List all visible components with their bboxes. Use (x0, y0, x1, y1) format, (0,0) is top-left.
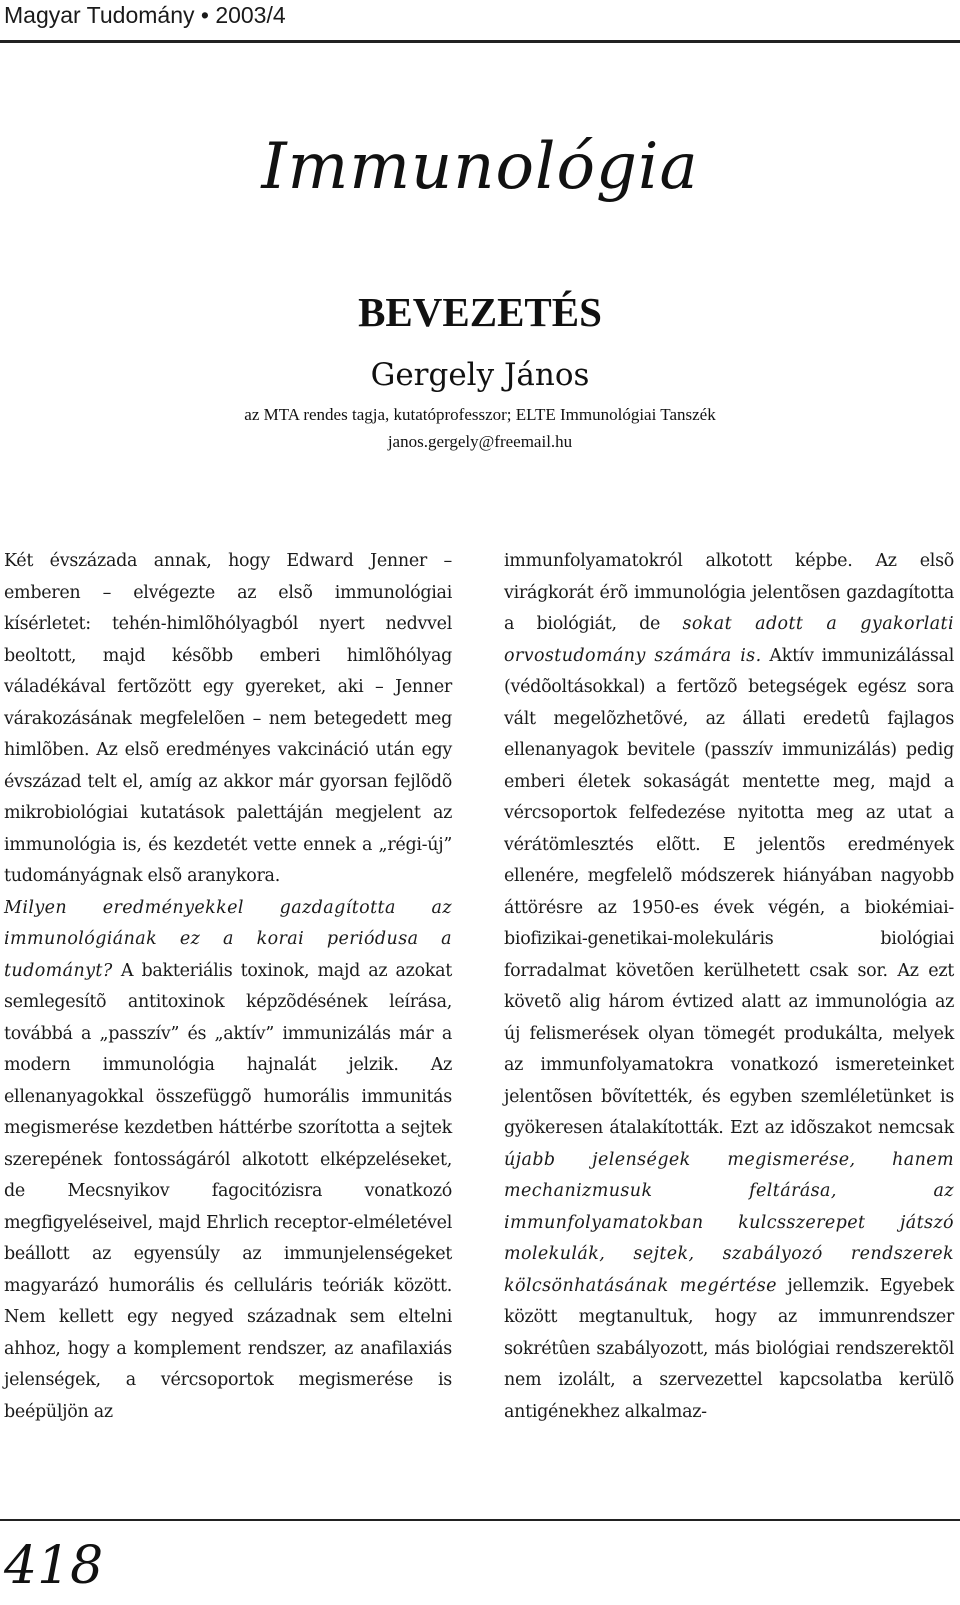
right-emphasis-1: sokat adott a gyakorlati orvostudomány számára is. (504, 614, 954, 666)
right-text-3: jellemzik. Egyebek között megtanultuk, hogy az immunrendszer sokrétûen szabályozott, más biológiai rendszerektõl nem izolált, a szervezettel kapcsolatba kerülõ antigénekhez alkalmaz- (504, 1275, 954, 1422)
body-column-left (4, 546, 452, 1428)
right-text-1: immunfolyamatokról alkotott képbe. Az elsõ virágkorát érõ immunológia jelentõsen gazdagította a biológiát, de (504, 551, 954, 634)
body-column-right (504, 546, 954, 1428)
italic-question: Milyen eredményekkel gazdagította az immunológiának ez a korai periódusa a tudományt? (4, 897, 452, 981)
page-number: 418 (4, 1536, 104, 1596)
footer-rule (0, 1519, 960, 1521)
right-text-2: Aktív immunizálással (védõoltásokkal) a fertõzõ betegségek egész sora vált megelõzhetõvé, az állati eredetû fajlagos ellenanyagok bevitele (passzív immunizálás) pedig emberi életek sokaságát mentette meg, majd a vércsoportok felfedezése nyitotta meg az utat a vérátömlesztés elõtt. E jelentõs eredmények ellenére, megfelelõ módszerek hiányában nagyobb áttörésre az 1950-es évek végén, a biokémiai-biofizikai-genetikai-molekuláris biológiai forradalmat követõen kerülhetett csak sor. Az ezt követõ alig három évtized alatt az immunológia az új felismerések olyan tömegét produkálta, melyek az immunfolyamatokra vonatkozó ismereteinket jelentõsen bõvítették, és egyben szemléletünket is gyökeresen átalakították. Ezt az idõszakot nemcsak (504, 645, 954, 1138)
body-paragraph-right (504, 546, 954, 1428)
right-emphasis-2: újabb jelenségek megismerése, hanem mechanizmusuk feltárása, az immunfolyamatokban kulcsszerepet játszó molekulák, sejtek, szabályozó rendszerek kölcsönhatásának megértése (504, 1149, 954, 1296)
author-name: Gergely János (370, 357, 590, 393)
paragraph-2-text: A bakteriális toxinok, majd az azokat semlegesítõ antitoxinok képzõdésének leírása, továbbá a „passzív” és „aktív” immunizálás már a modern immunológia hajnalát jelzik. Az ellenanyagokkal összefüggõ humorális immunitás megismerése kezdetben háttérbe szorította a sejtek szerepének fontosságáról alkotott elképzeléseket, de Mecsnyikov fagocitózisra vonatkozó megfigyeléseivel, majd Ehrlich receptor-elméletével beállott az egyensúly az immunjelenségeket magyarázó humorális és celluláris teóriák között. Nem kellett egy negyed századnak sem eltelni ahhoz, hogy a komplement rendszer, az anafilaxiás jelenségek, a vércsoportok megismerése is beépüljön az (4, 960, 452, 1422)
article-title: BEVEZETÉS (358, 289, 602, 335)
header-rule (0, 40, 960, 43)
journal-running-head: Magyar Tudomány • 2003/4 (4, 2, 286, 28)
section-title: Immunológia (261, 130, 699, 204)
body-paragraph-1: Két évszázada annak, hogy Edward Jenner – emberen – elvégezte az elsõ immunológiai kísérletet: tehén-himlõhólyagból nyert nedvvel beoltott, majd késõbb emberi himlõhólyag váladékával fertõzött egy gyereket, aki – Jenner várakozásának megfelelõen – nem betegedett meg himlõben. Az elsõ eredményes vakcináció után egy évszázad telt el, amíg az akkor már gyorsan fejlõdõ mikrobiológiai kutatások palettáján megjelent az immunológia is, és kezdetét vette ennek a „régi-új” tudományágnak elsõ aranykora. (4, 551, 452, 886)
author-affiliation: az MTA rendes tagja, kutatóprofesszor; ELTE Immunológiai Tanszék (244, 405, 716, 424)
body-paragraph-2 (4, 893, 452, 1429)
author-email: janos.gergely@freemail.hu (387, 432, 573, 451)
